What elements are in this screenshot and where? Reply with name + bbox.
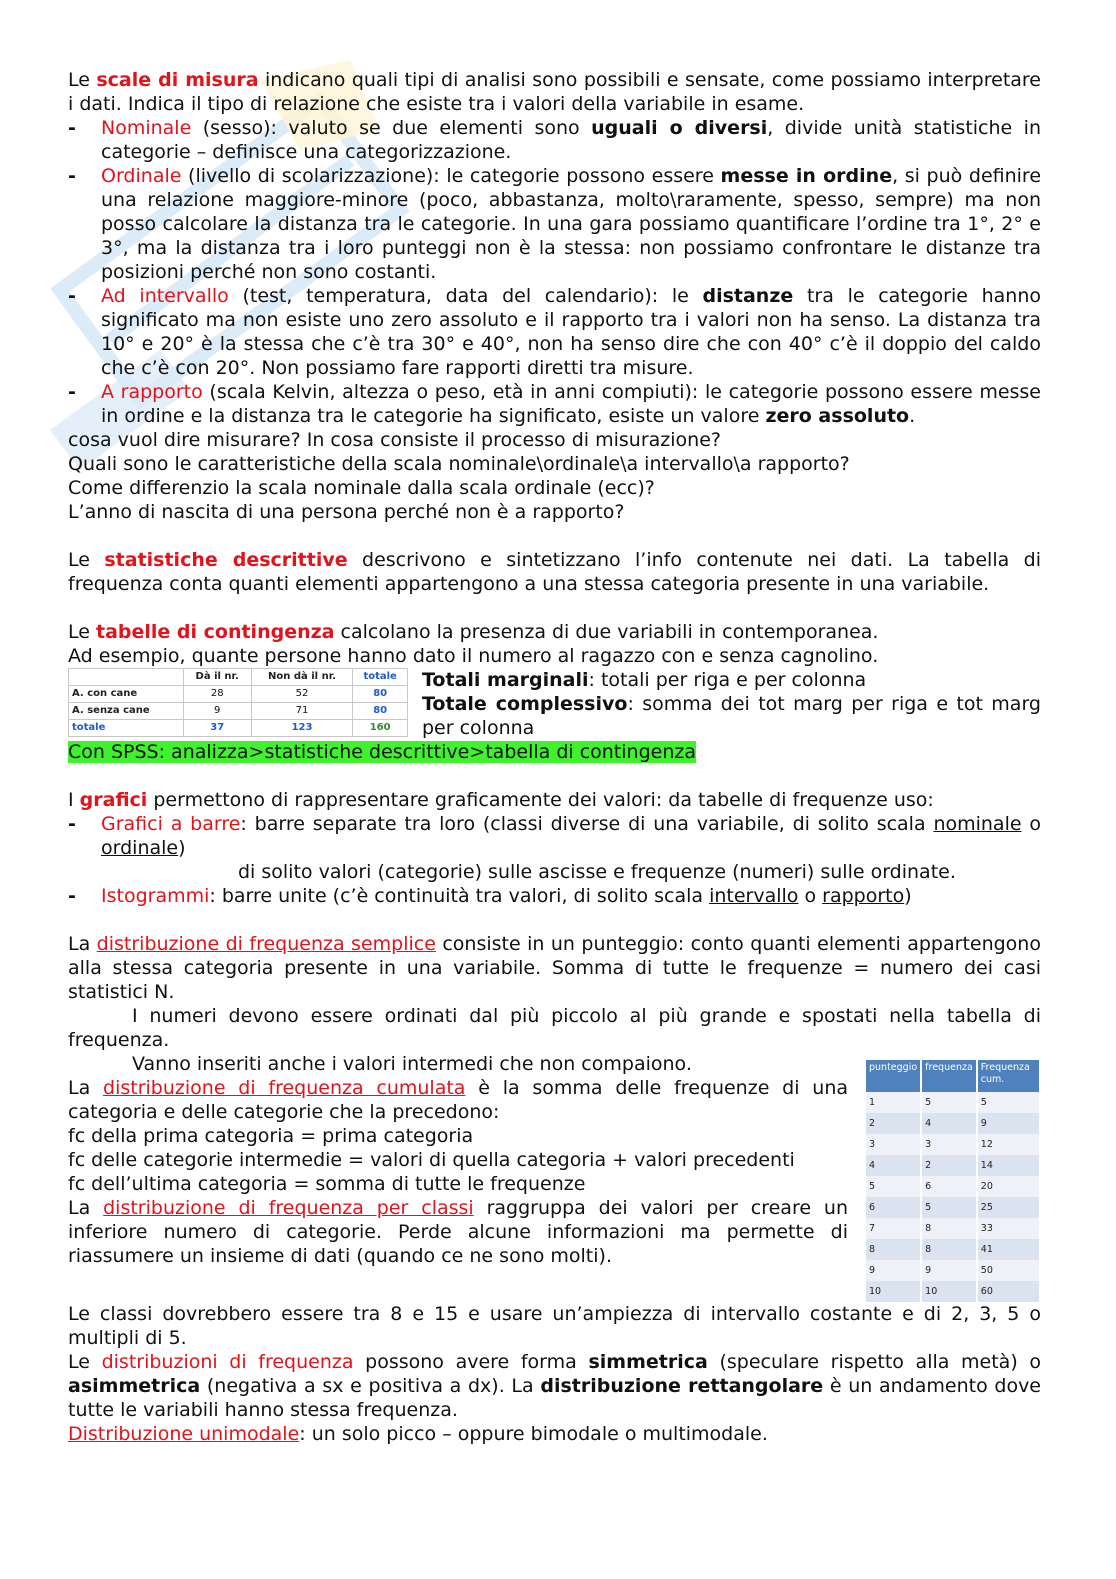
question-4: L’anno di nascita di una persona perché non è a rapporto? [68, 501, 625, 523]
cumulative-distribution-paragraph: La distribuzione di frequenza cumulata è la somma delle frequenze di una categoria e delle categorie che la precedono: [68, 1077, 848, 1123]
fc-last: fc dell’ultima categoria = somma di tutte le frequenze [68, 1173, 586, 1195]
list-item-nominale: - Nominale (sesso): valuto se due elementi sono uguali o diversi, divide unità statistiche in categorie – definisce una categorizzazione. [68, 117, 1041, 163]
classes-note: Le classi dovrebbero essere tra 8 e 15 e usare un’ampiezza di intervallo costante e di 2, 3, 5 o multipli di 5. [68, 1303, 1041, 1349]
table-header-cell: Dà il nr. [183, 669, 251, 686]
table-row: 4 2 14 [866, 1155, 1040, 1176]
ordering-note: I numeri devono essere ordinati dal più piccolo al più grande e spostati nella tabella di frequenza. [68, 1005, 1041, 1051]
fc-first: fc della prima categoria = prima categoria [68, 1125, 474, 1147]
distribution-shapes-paragraph: Le distribuzioni di frequenza possono avere forma simmetrica (speculare rispetto alla metà) o asimmetrica (negativa a sx e positiva a dx). La distribuzione rettangolare è un andamento dove tutte le variabili hanno stessa frequenza. [68, 1351, 1041, 1421]
table-header-cell: Frequenza cum. [977, 1060, 1040, 1092]
table-row: 10 10 60 [866, 1281, 1040, 1302]
contingency-example: Ad esempio, quante persone hanno dato il numero al ragazzo con e senza cagnolino. [68, 645, 879, 667]
bar-charts-note: di solito valori (categorie) sulle ascisse e frequenze (numeri) sulle ordinate. [238, 861, 956, 883]
table-row: A. senza cane 9 71 80 [69, 703, 408, 720]
contingency-intro: Le tabelle di contingenza calcolano la presenza di due variabili in contemporanea. [68, 621, 879, 643]
table-row: totale 37 123 160 [69, 720, 408, 737]
contingency-table [68, 668, 408, 737]
table-header-cell: Non dà il nr. [251, 669, 353, 686]
table-row: 7 8 33 [866, 1218, 1040, 1239]
list-item-histograms: - Istogrammi: barre unite (c’è continuità tra valori, di solito scala intervallo o rapporto) [68, 885, 912, 907]
list-item-intervallo: - Ad intervallo (test, temperatura, data del calendario): le distanze tra le categorie hanno significato ma non esiste uno zero assoluto e il rapporto tra i valori non ha senso. La distanza tra 10° e 20° è la stessa che c’è tra 30° e 40°, non ha senso dire che con 40° c’è il doppio del caldo che c’è con 20°. Non possiamo fare rapporti diretti tra misure. [68, 285, 1042, 379]
class-distribution-paragraph: La distribuzione di frequenza per classi raggruppa dei valori per creare un inferiore numero di categorie. Perde alcune informazioni ma permette di riassumere un insieme di dati (quando ce ne sono molti). [68, 1197, 848, 1267]
table-row: 1 5 5 [866, 1092, 1040, 1113]
table-header-cell: frequenza [921, 1060, 977, 1092]
totali-marginali: Totali marginali: totali per riga e per colonna [422, 669, 867, 691]
graphs-intro: I grafici permettono di rappresentare graficamente dei valori: da tabelle di frequenze uso: [68, 789, 934, 811]
table-row: 2 4 9 [866, 1113, 1040, 1134]
frequency-table-figure [866, 1060, 1041, 1302]
simple-distribution-paragraph: La distribuzione di frequenza semplice consiste in un punteggio: conto quanti elementi appartengono alla stessa categoria presente in una variabile. Somma di tutte le frequenze = numero dei casi statistici N. [68, 933, 1041, 1003]
list-item-ordinale: - Ordinale (livello di scolarizzazione): le categorie possono essere messe in ordine, si può definire una relazione maggiore-minore (poco, abbastanza, molto\raramente, spesso, sempre) ma non posso calcolare la distanza tra le categorie. In una gara possiamo quantificare l’ordine tra 1°, 2° e 3°, ma la distanza tra i loro punteggi non è la stessa: non possiamo confrontare le distanze tra posizioni perché non sono costanti. [68, 165, 1042, 283]
question-2: Quali sono le caratteristiche della scala nominale\ordinale\a intervallo\a rapporto? [68, 453, 850, 475]
frequency-table [866, 1060, 1041, 1302]
scale-intro: Le scale di misura indicano quali tipi di analisi sono possibili e sensate, come possiamo interpretare i dati. Indica il tipo di relazione che esiste tra i valori della variabile in esame. [68, 69, 1041, 115]
list-item-bar-charts: - Grafici a barre: barre separate tra loro (classi diverse di una variabile, di solito scala nominale o ordinale) [68, 813, 1041, 859]
question-1: cosa vuol dire misurare? In cosa consiste il processo di misurazione? [68, 429, 721, 451]
list-item-rapporto: - A rapporto (scala Kelvin, altezza o peso, età in anni compiuti): le categorie possono essere messe in ordine e la distanza tra le categorie ha significato, esiste un valore zero assoluto. [68, 381, 1041, 427]
table-header-cell [69, 669, 184, 686]
fc-intermediate: fc delle categorie intermedie = valori di quella categoria + valori precedenti [68, 1149, 795, 1171]
table-row: 6 5 25 [866, 1197, 1040, 1218]
document-page [68, 68, 1041, 1446]
table-header-cell: totale [353, 669, 408, 686]
table-row: A. con cane 28 52 80 [69, 686, 408, 703]
table-header-cell: punteggio [866, 1060, 921, 1092]
spss-instruction: Con SPSS: analizza>statistiche descrittive>tabella di contingenza [68, 741, 696, 763]
contingency-table-figure [68, 668, 408, 740]
table-row: 8 8 41 [866, 1239, 1040, 1260]
table-row: 3 3 12 [866, 1134, 1040, 1155]
descriptive-stats-paragraph: Le statistiche descrittive descrivono e sintetizzano l’info contenute nei dati. La tabella di frequenza conta quanti elementi appartengono a una stessa categoria presente in una variabile. [68, 549, 1041, 595]
question-3: Come differenzio la scala nominale dalla scala ordinale (ecc)? [68, 477, 655, 499]
totale-complessivo: Totale complessivo: somma dei tot marg per riga e tot marg per colonna [422, 693, 1041, 739]
table-row: 9 9 50 [866, 1260, 1040, 1281]
intermediate-values-note: Vanno inseriti anche i valori intermedi che non compaiono. [132, 1053, 692, 1075]
unimodal-paragraph: Distribuzione unimodale: un solo picco – oppure bimodale o multimodale. [68, 1423, 768, 1445]
table-row: 5 6 20 [866, 1176, 1040, 1197]
